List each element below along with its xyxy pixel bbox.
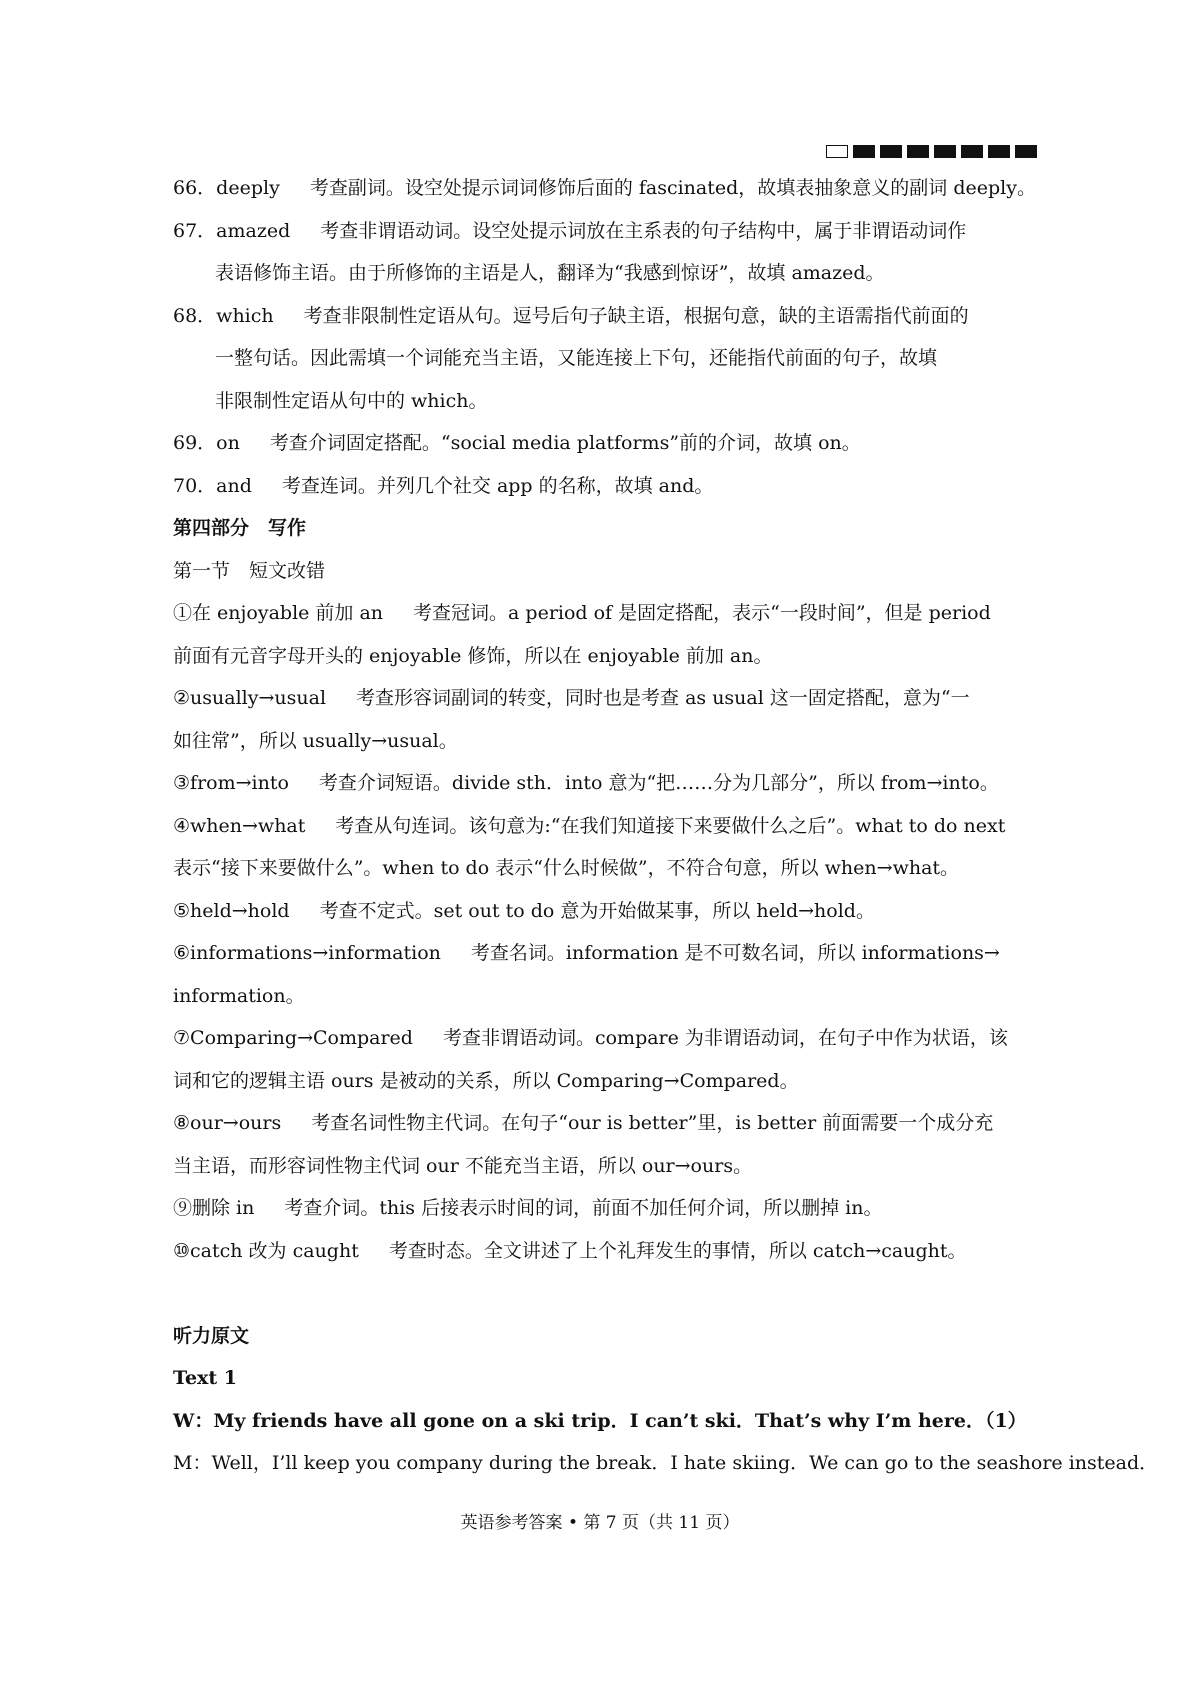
correction-label: ⑨删除 in: [173, 1197, 255, 1219]
correction-item-1: [173, 592, 1035, 635]
correction-item-6: [173, 932, 1035, 975]
answer-label: 68．which: [173, 304, 274, 327]
dialogue-text: My friends have all gone on a ski trip．I can’t ski．That’s why I’m here．（1）: [213, 1409, 1027, 1432]
answer-explanation: 考查连词。并列几个社交 app 的名称，故填 and。: [281, 474, 714, 497]
filled-square-mark: [1015, 145, 1037, 158]
answer-explanation: 考查非限制性定语从句。逗号后句子缺主语，根据句意，缺的主语需指代前面的: [303, 304, 969, 327]
answer-explanation: 考查介词固定搭配。“social media platforms”前的介词，故填 on。: [269, 432, 861, 454]
answer-item-68: [173, 295, 1035, 338]
answer-item-70: [173, 465, 1035, 508]
correction-label: ⑥informations→information: [173, 942, 441, 964]
correction-label: ⑧our→ours: [173, 1112, 282, 1134]
answer-continuation: 表语修饰主语。由于所修饰的主语是人，翻译为“我感到惊讶”，故填 amazed。: [215, 262, 885, 284]
hollow-square-mark: [826, 145, 848, 158]
section1-heading: 第一节 短文改错: [173, 559, 326, 582]
answer-label: 66．deeply: [173, 177, 280, 199]
dialogue-text: Well，I’ll keep you company during the break．I hate skiing．We can go to the seashore instead．: [211, 1452, 1159, 1474]
correction-continuation: information。: [173, 984, 305, 1007]
correction-explanation: 考查介词短语。divide sth．into 意为“把……分为几部分”，所以 from→into。: [318, 772, 999, 794]
correction-item-8: [173, 1102, 1035, 1145]
correction-explanation: 考查非谓语动词。compare 为非谓语动词，在句子中作为状语，该: [442, 1027, 1008, 1049]
correction-item-5: [173, 890, 1035, 933]
answer-explanation: 考查副词。设空处提示词词修饰后面的 fascinated，故填表抽象意义的副词 deeply。: [309, 177, 1036, 199]
dialogue-line-m: [173, 1442, 1159, 1485]
filled-square-mark: [934, 145, 956, 158]
listening-heading: 听力原文: [173, 1324, 250, 1347]
correction-continuation: 如往常”，所以 usually→usual。: [173, 729, 458, 752]
speaker-label: W：: [173, 1409, 214, 1432]
answer-label: 67．amazed: [173, 219, 291, 242]
correction-label: ⑤held→hold: [173, 899, 290, 922]
page-footer: 英语参考答案 • 第 7 页（共 11 页）: [460, 1513, 740, 1533]
filled-square-mark: [853, 145, 875, 158]
answer-label: 69．on: [173, 432, 240, 454]
correction-item-4: [173, 805, 1035, 848]
dialogue-line-w: [173, 1400, 1035, 1443]
correction-explanation: 考查形容词副词的转变，同时也是考查 as usual 这一固定搭配，意为“一: [356, 687, 970, 709]
correction-label: ⑩catch 改为 caught: [173, 1239, 359, 1262]
blank-line: [173, 1272, 1035, 1315]
correction-explanation: 考查名词性物主代词。在句子“our is better”里，is better 前面需要一个成分充: [311, 1112, 994, 1134]
correction-continuation: 表示“接下来要做什么”。when to do 表示“什么时候做”，不符合句意，所以 when→what。: [173, 857, 960, 879]
correction-label: ③from→into: [173, 772, 289, 794]
correction-item-7: [173, 1017, 1035, 1060]
correction-explanation: 考查名词。information 是不可数名词，所以 informations→: [470, 942, 1000, 964]
correction-item-10: [173, 1230, 1035, 1273]
answer-continuation: 非限制性定语从句中的 which。: [215, 389, 488, 412]
correction-label: ④when→what: [173, 814, 306, 837]
correction-continuation: 词和它的逻辑主语 ours 是被动的关系，所以 Comparing→Compared。: [173, 1069, 799, 1092]
filled-square-mark: [907, 145, 929, 158]
text1-heading: Text 1: [173, 1367, 237, 1389]
answer-item-67: [173, 210, 1035, 253]
correction-label: ⑦Comparing→Compared: [173, 1027, 413, 1049]
filled-square-mark: [988, 145, 1010, 158]
part4-heading: 第四部分 写作: [173, 517, 307, 539]
correction-explanation: 考查介词。this 后接表示时间的词，前面不加任何介词，所以删掉 in。: [284, 1197, 883, 1219]
correction-item-9: [173, 1187, 1035, 1230]
answer-continuation: 一整句话。因此需填一个词能充当主语，又能连接上下句，还能指代前面的句子，故填: [215, 347, 938, 369]
correction-continuation: 前面有元音字母开头的 enjoyable 修饰，所以在 enjoyable 前加 an。: [173, 644, 773, 667]
correction-continuation: 当主语，而形容词性物主代词 our 不能充当主语，所以 our→ours。: [173, 1154, 753, 1177]
answer-explanation: 考查非谓语动词。设空处提示词放在主系表的句子结构中，属于非谓语动词作: [320, 219, 967, 242]
correction-explanation: 考查时态。全文讲述了上个礼拜发生的事情，所以 catch→caught。: [388, 1239, 967, 1262]
correction-label: ②usually→usual: [173, 687, 327, 709]
correction-explanation: 考查不定式。set out to do 意为开始做某事，所以 held→hold。: [319, 899, 875, 922]
correction-item-3: [173, 762, 1035, 805]
speaker-label: M：: [173, 1452, 212, 1474]
correction-explanation: 考查从句连词。该句意为:“在我们知道接下来要做什么之后”。what to do next: [335, 814, 1006, 837]
answer-item-69: [173, 422, 1035, 465]
answer-label: 70．and: [173, 474, 252, 497]
page-marks: [826, 145, 1037, 158]
answer-item-66: [173, 167, 1035, 210]
correction-label: ①在 enjoyable 前加 an: [173, 602, 384, 624]
correction-explanation: 考查冠词。a period of 是固定搭配，表示“一段时间”，但是 period: [413, 602, 991, 624]
filled-square-mark: [880, 145, 902, 158]
answer-content: [173, 167, 1159, 1485]
filled-square-mark: [961, 145, 983, 158]
correction-item-2: [173, 677, 1035, 720]
